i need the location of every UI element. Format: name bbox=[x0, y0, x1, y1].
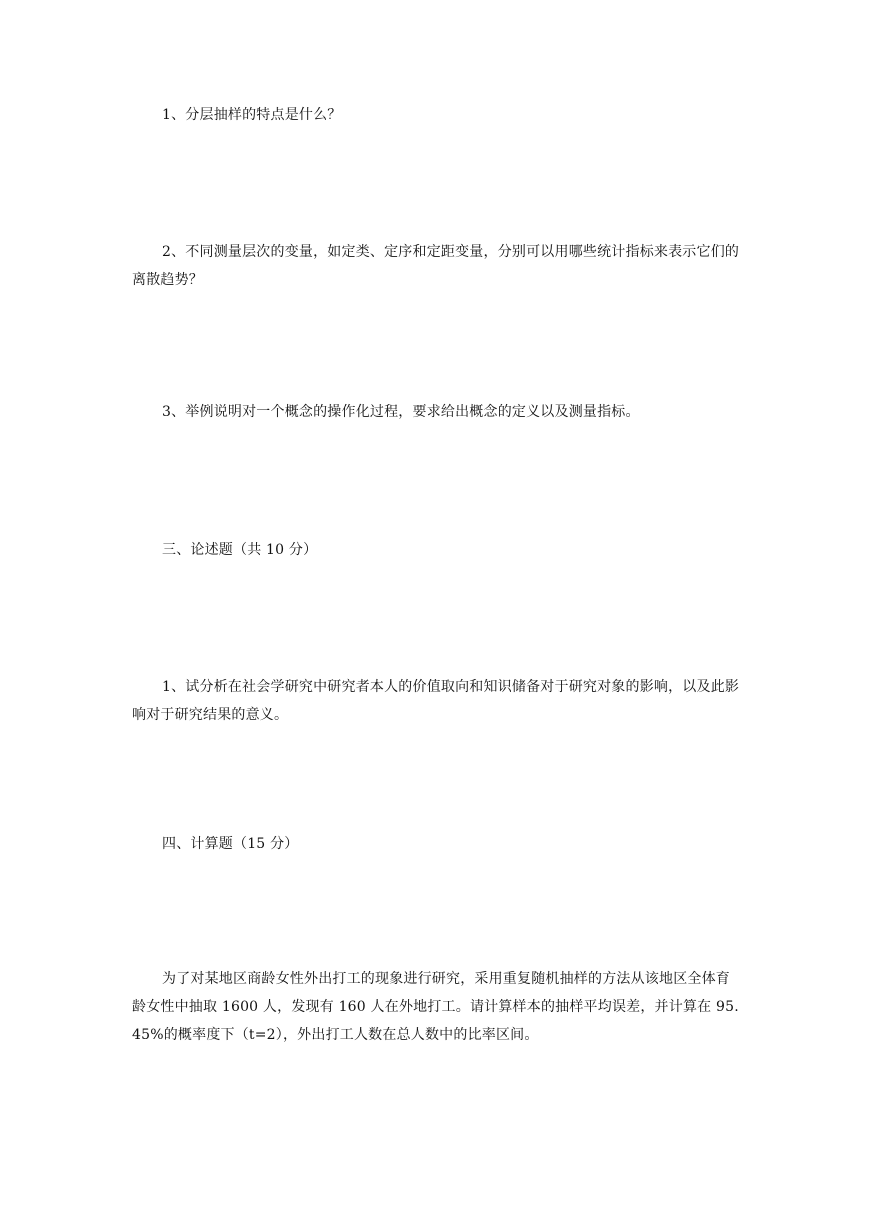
essay-question-1: 1、试分析在社会学研究中研究者本人的价值取向和知识储备对于研究对象的影响，以及此影响对于研究结果的意义。 bbox=[132, 679, 740, 723]
question-1-stratified-sampling: 1、分层抽样的特点是什么？ bbox=[162, 107, 342, 123]
question-3-operationalization: 3、举例说明对一个概念的操作化过程，要求给出概念的定义以及测量指标。 bbox=[162, 404, 640, 420]
calculation-problem: 为了对某地区商龄女性外出打工的现象进行研究，采用重复随机抽样的方法从该地区全体育龄女性中抽取 1600 人，发现有 160 人在外地打工。请计算样本的抽样平均误差，并计算在 95.45%的概率度下（t=2），外出打工人数在总人数中的比率区间。 bbox=[132, 971, 739, 1043]
section-heading-calculation: 四、计算题（15 分） bbox=[162, 836, 299, 852]
question-2-dispersion-measures: 2、不同测量层次的变量，如定类、定序和定距变量，分别可以用哪些统计指标来表示它们的离散趋势？ bbox=[132, 244, 740, 288]
section-heading-essay: 三、论述题（共 10 分） bbox=[162, 542, 318, 558]
